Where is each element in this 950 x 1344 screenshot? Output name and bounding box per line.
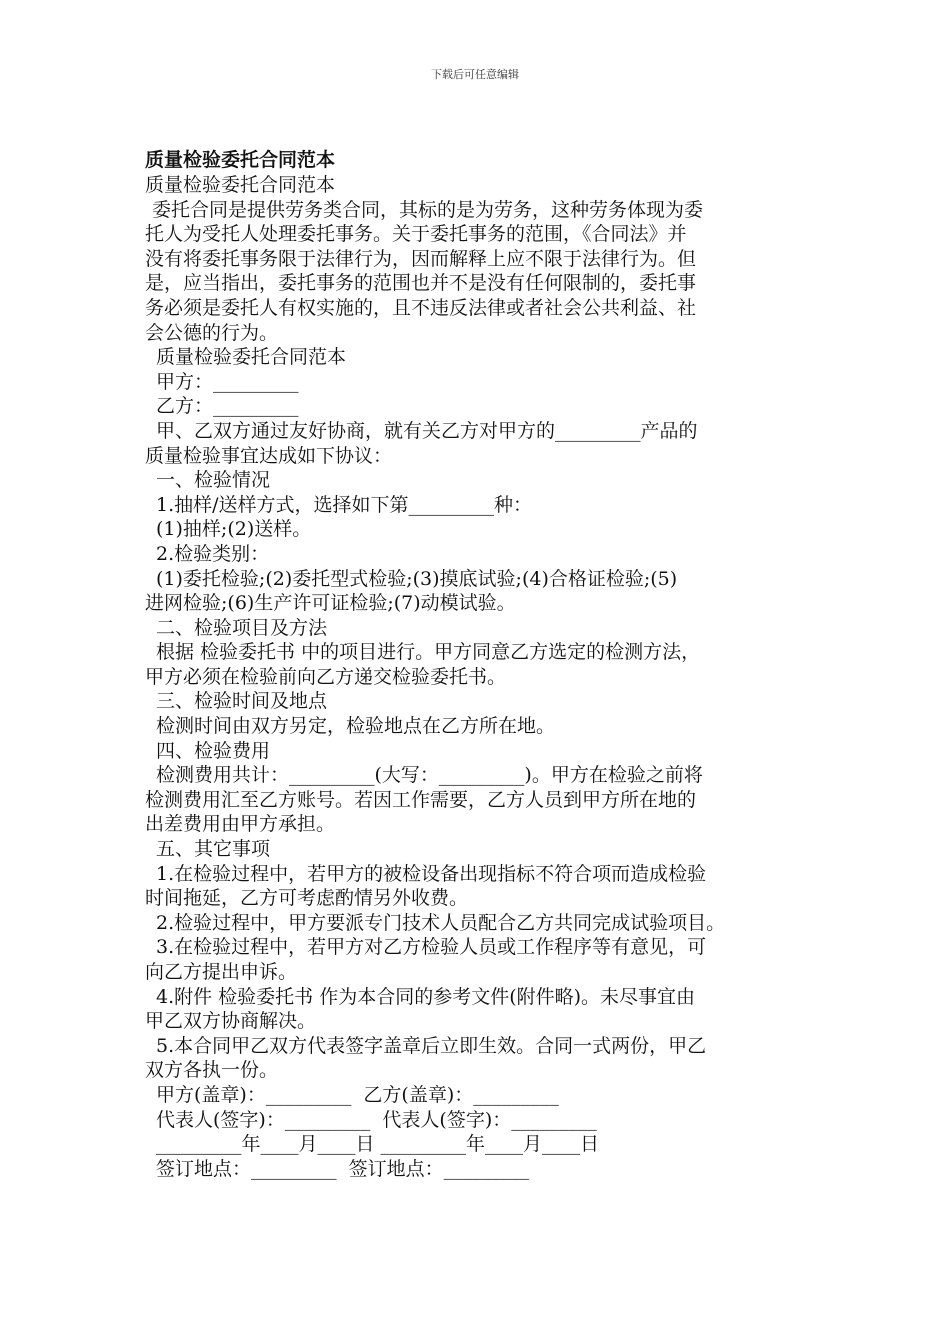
- date-line: _________年____月____日 _________年____月____日: [156, 1133, 600, 1156]
- body-line: 根据 检验委托书 中的项目进行。甲方同意乙方选定的检测方法，: [156, 641, 701, 664]
- body-line: 1.抽样/送样方式，选择如下第_________种：: [156, 493, 533, 516]
- body-line: 2.检验类别：: [156, 542, 270, 565]
- body-line: 时间拖延，乙方可考虑酌情另外收费。: [145, 887, 469, 910]
- body-line: 甲、乙双方通过友好协商，就有关乙方对甲方的_________产品的: [156, 419, 698, 442]
- body-line: 出差费用由甲方承担。: [145, 813, 336, 836]
- party-a-field: 甲方：_________: [156, 370, 299, 393]
- section-heading: 三、检验时间及地点: [156, 690, 328, 713]
- signature-block: [145, 1083, 817, 1181]
- page-header: 下载后可任意编辑: [431, 68, 519, 81]
- document-title: 质量检验委托合同范本: [145, 149, 336, 171]
- body-line: 检测费用共计：_________(大写：_________)。甲方在检验之前将: [156, 764, 703, 787]
- body-line: (1)抽样;(2)送样。: [156, 518, 312, 541]
- contract-document: [145, 148, 817, 1181]
- party-b-field: 乙方：_________: [156, 395, 299, 418]
- body-line: 检测费用汇至乙方账号。若因工作需要，乙方人员到甲方所在地的: [145, 788, 697, 811]
- intro-line: 委托合同是提供劳务类合同，其标的是为劳务，这种劳务体现为委: [152, 198, 704, 221]
- intro-paragraph: [145, 198, 817, 346]
- body-line: (1)委托检验;(2)委托型式检验;(3)摸底试验;(4)合格证检验;(5): [156, 567, 678, 590]
- body-line: 向乙方提出申诉。: [145, 961, 298, 983]
- body-line: 5.本合同甲乙双方代表签字盖章后立即生效。合同一式两份，甲乙: [156, 1034, 707, 1057]
- section-heading: 一、检验情况: [156, 469, 271, 492]
- intro-line: 托人为受托人处理委托事务。关于委托事务的范围，《合同法》并: [145, 223, 687, 246]
- body-heading: 质量检验委托合同范本: [156, 346, 347, 369]
- section-heading: 二、检验项目及方法: [156, 616, 328, 639]
- body-line: 质量检验事宜达成如下协议：: [145, 444, 393, 467]
- intro-line: 会公德的行为。: [145, 321, 279, 344]
- section-heading: 四、检验费用: [156, 739, 271, 762]
- contract-body: [145, 345, 817, 1083]
- body-line: 检测时间由双方另定，检验地点在乙方所在地。: [156, 715, 556, 738]
- body-line: 4.附件 检验委托书 作为本合同的参考文件(附件略)。未尽事宜由: [156, 985, 696, 1008]
- body-line: 甲乙双方协商解决。: [145, 1010, 317, 1033]
- representative-line: 代表人(签字)：_________ 代表人(签字)：_________: [156, 1108, 597, 1131]
- seal-line: 甲方(盖章)：_________ 乙方(盖章)：_________: [156, 1083, 559, 1106]
- body-line: 1.在检验过程中，若甲方的被检设备出现指标不符合项而造成检验: [156, 862, 707, 885]
- body-line: 双方各执一份。: [145, 1059, 279, 1082]
- body-line: 甲方必须在检验前向乙方递交检验委托书。: [145, 665, 507, 688]
- body-line: 进网检验;(6)生产许可证检验;(7)动模试验。: [145, 592, 516, 615]
- intro-line: 是，应当指出，委托事务的范围也并不是没有任何限制的，委托事: [145, 272, 697, 295]
- intro-line: 务必须是委托人有权实施的，且不违反法律或者社会公共利益、社: [145, 296, 697, 319]
- intro-line: 没有将委托事务限于法律行为，因而解释上应不限于法律行为。但: [145, 247, 697, 270]
- document-subtitle: 质量检验委托合同范本: [145, 174, 336, 196]
- section-heading: 五、其它事项: [156, 838, 271, 861]
- signing-place-line: 签订地点：_________ 签订地点：_________: [156, 1157, 530, 1180]
- body-line: 2.检验过程中，甲方要派专门技术人员配合乙方共同完成试验项目。: [156, 911, 726, 934]
- body-line: 3.在检验过程中，若甲方对乙方检验人员或工作程序等有意见，可: [156, 936, 707, 959]
